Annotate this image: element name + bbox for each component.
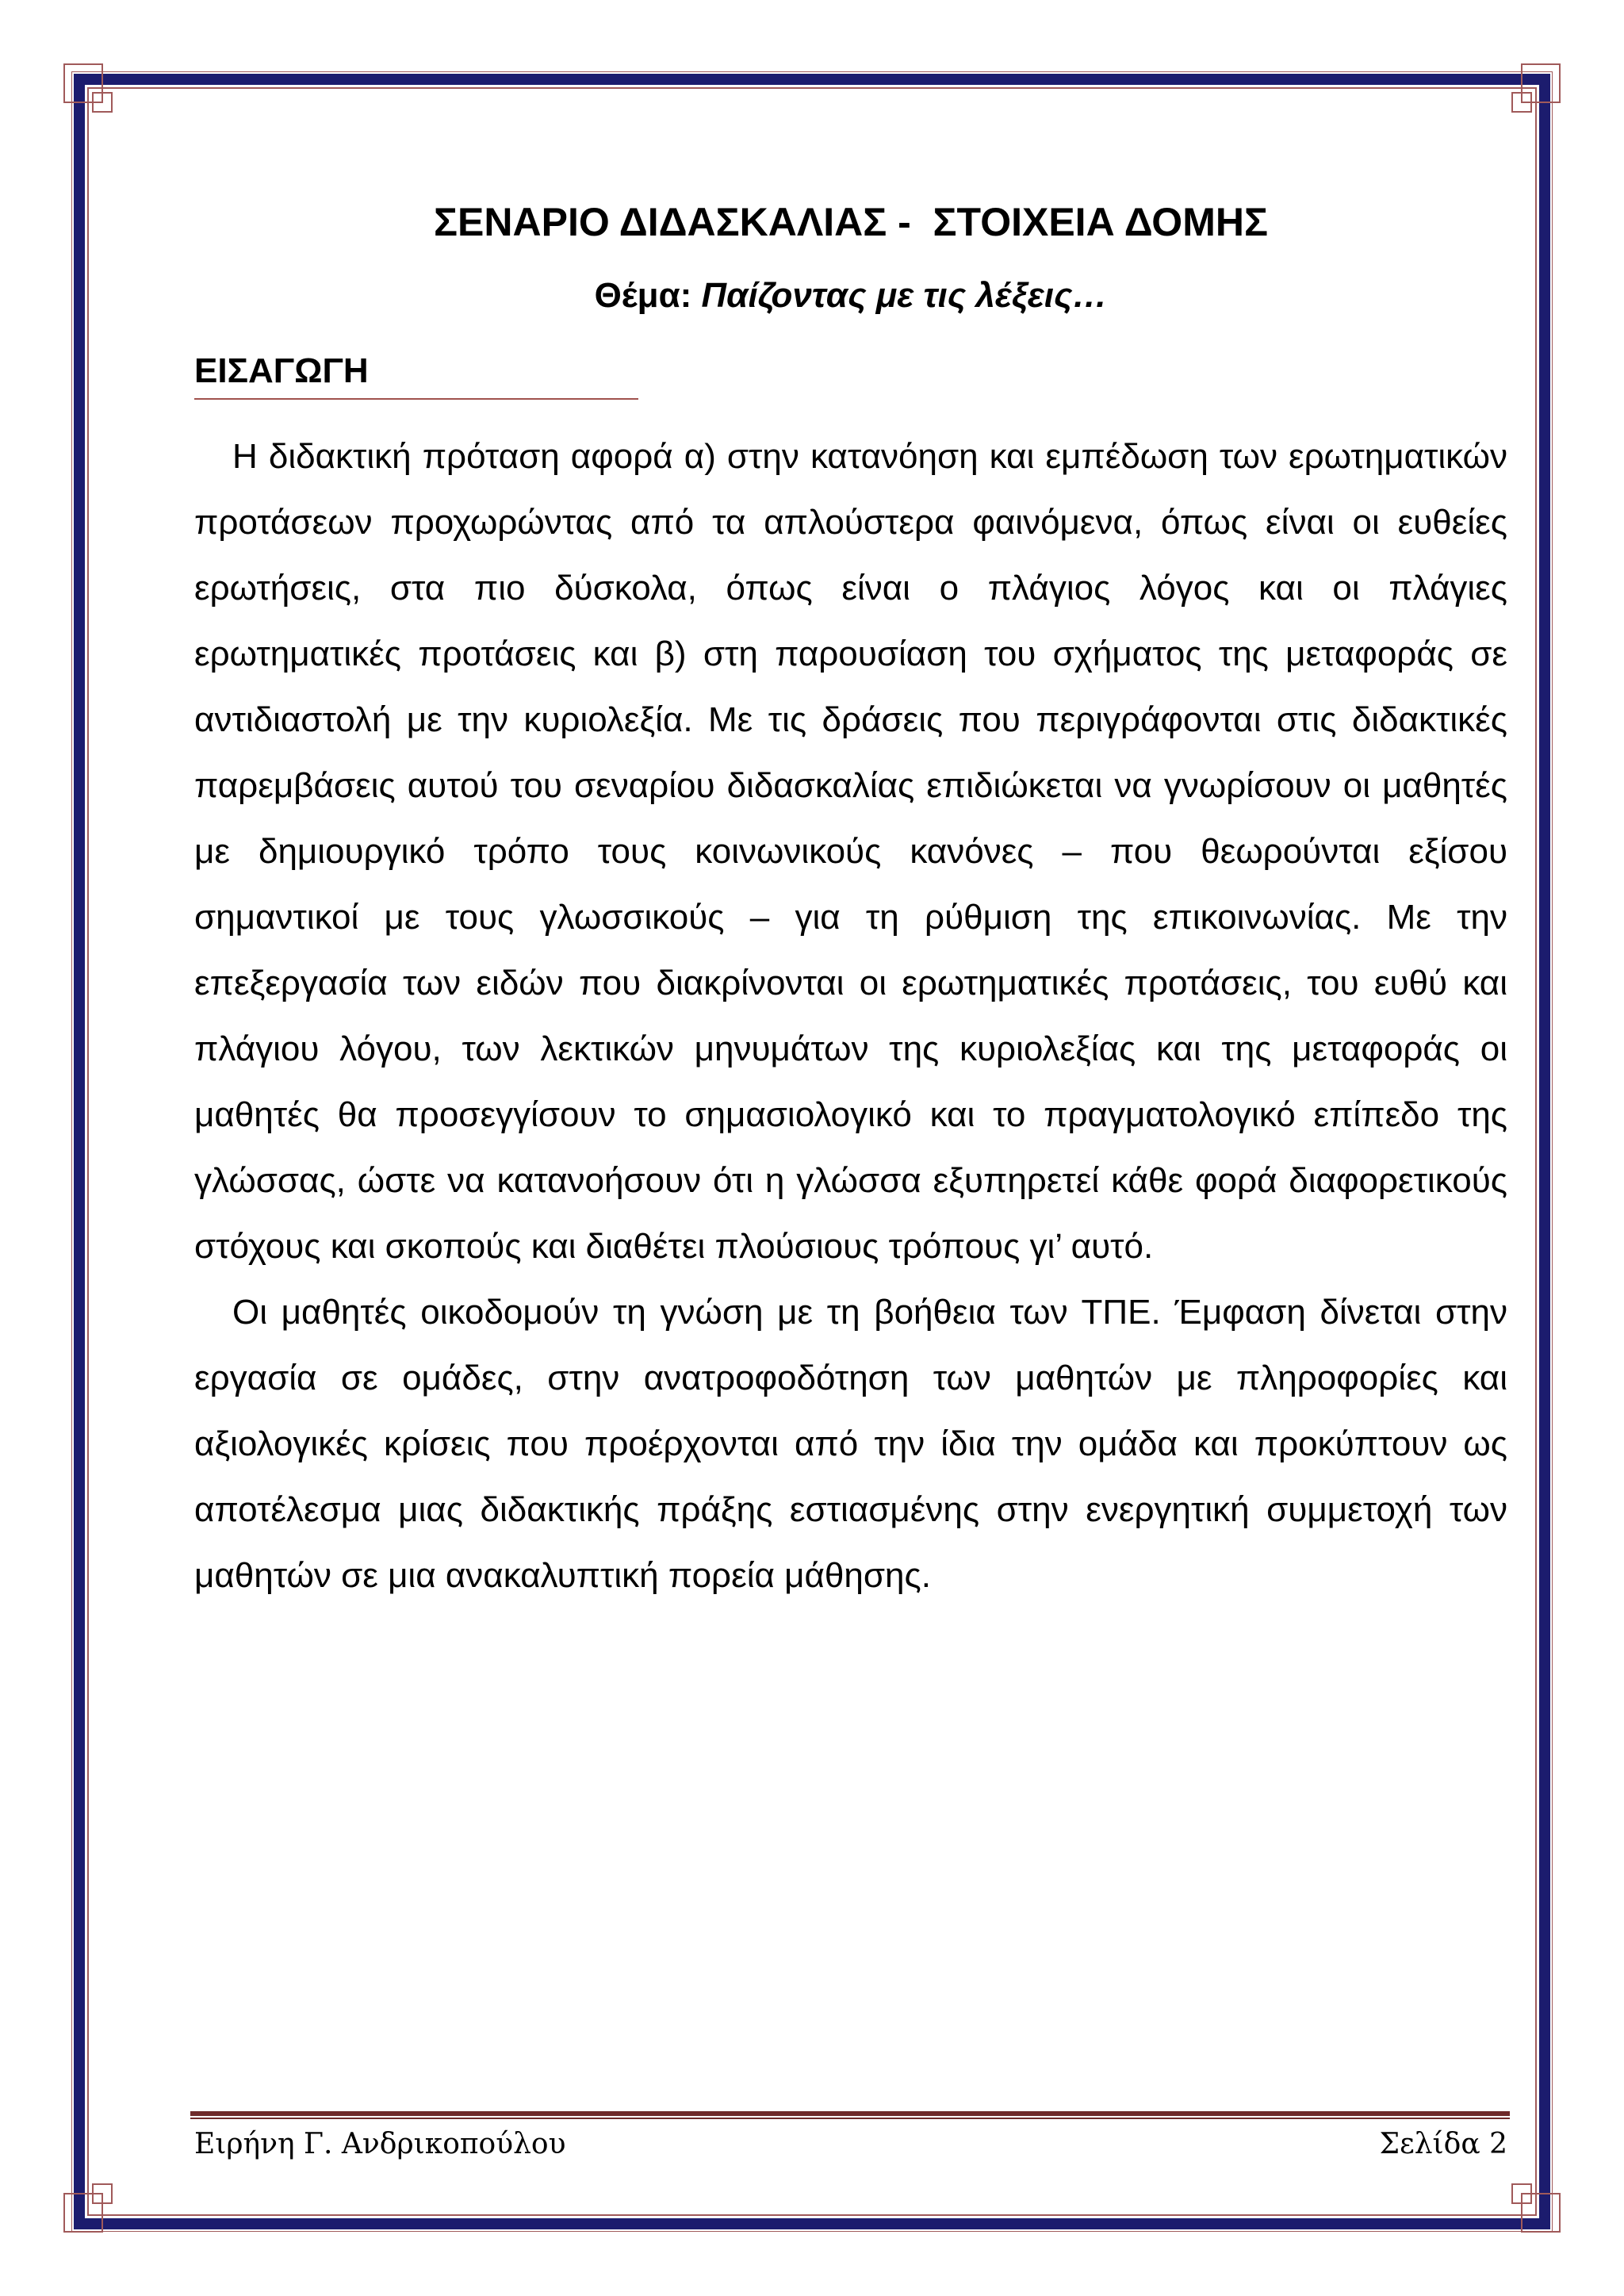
footer-page-number: Σελίδα 2 [1379, 2128, 1507, 2160]
subject-value: Παίζοντας με τις λέξεις… [701, 276, 1108, 315]
border-corner-ornament-bottom-left [63, 2193, 103, 2233]
page-footer [194, 2125, 1507, 2164]
document-subject [194, 268, 1507, 324]
document-title: ΣΕΝΑΡΙΟ ΔΙΔΑΣΚΑΛΙΑΣ - ΣΤΟΙΧΕΙΑ ΔΟΜΗΣ [434, 200, 1268, 244]
paragraph: Οι μαθητές οικοδομούν τη γνώση με τη βοήθεια των ΤΠΕ. Έμφαση δίνεται στην εργασία σε ομάδες, στην ανατροφοδότηση των μαθητών με πληροφορίες και αξιολογικές κρίσεις που προέρχονται από την ίδια την ομάδα και προκύπτουν ως αποτέλεσμα μιας διδακτικής πράξης εστιασμένης στην ενεργητική συμμετοχή των μαθητών σε μια ανακαλυπτική πορεία μάθησης. [194, 1293, 1507, 1595]
border-corner-ornament-top-left [63, 63, 103, 103]
border-corner-ornament-bottom-right [1521, 2193, 1561, 2233]
subject-label: Θέμα: [594, 276, 702, 315]
footer-divider [190, 2111, 1510, 2116]
border-corner-ornament-top-right [1521, 63, 1561, 103]
footer-author: Ειρήνη Γ. Ανδρικοπούλου [194, 2128, 566, 2160]
page-content [194, 190, 1507, 1608]
paragraph: Η διδακτική πρόταση αφορά α) στην κατανόηση και εμπέδωση των ερωτηματικών προτάσεων προχωρώντας από τα απλούστερα φαινόμενα, όπως είναι οι ευθείες ερωτήσεις, στα πιο δύσκολα, όπως είναι ο πλάγιος λόγος και οι πλάγιες ερωτηματικές προτάσεις και β) στη παρουσίαση του σχήματος της μεταφοράς σε αντιδιαστολή με την κυριολεξία. Με τις δράσεις που περιγράφονται στις διδακτικές παρεμβάσεις αυτού του σεναρίου διδασκαλίας επιδιώκεται να γνωρίσουν οι μαθητές με δημιουργικό τρόπο τους κοινωνικούς κανόνες – που θεωρούνται εξίσου σημαντικοί με τους γλωσσικούς – για τη ρύθμιση της επικοινωνίας. Με την επεξεργασία των ειδών που διακρίνονται οι ερωτηματικές προτάσεις, του ευθύ και πλάγιου λόγου, των λεκτικών μηνυμάτων της κυριολεξίας και της μεταφοράς οι μαθητές θα προσεγγίσουν το σημασιολογικό και το πραγματολογικό επίπεδο της γλώσσας, ώστε να κατανοήσουν ότι η γλώσσα εξυπηρετεί κάθε φορά διαφορετικούς στόχους και σκοπούς και διαθέτει πλούσιους τρόπους γι’ αυτό. [194, 437, 1507, 1266]
section-heading-introduction: ΕΙΣΑΓΩΓΗ [194, 346, 638, 400]
